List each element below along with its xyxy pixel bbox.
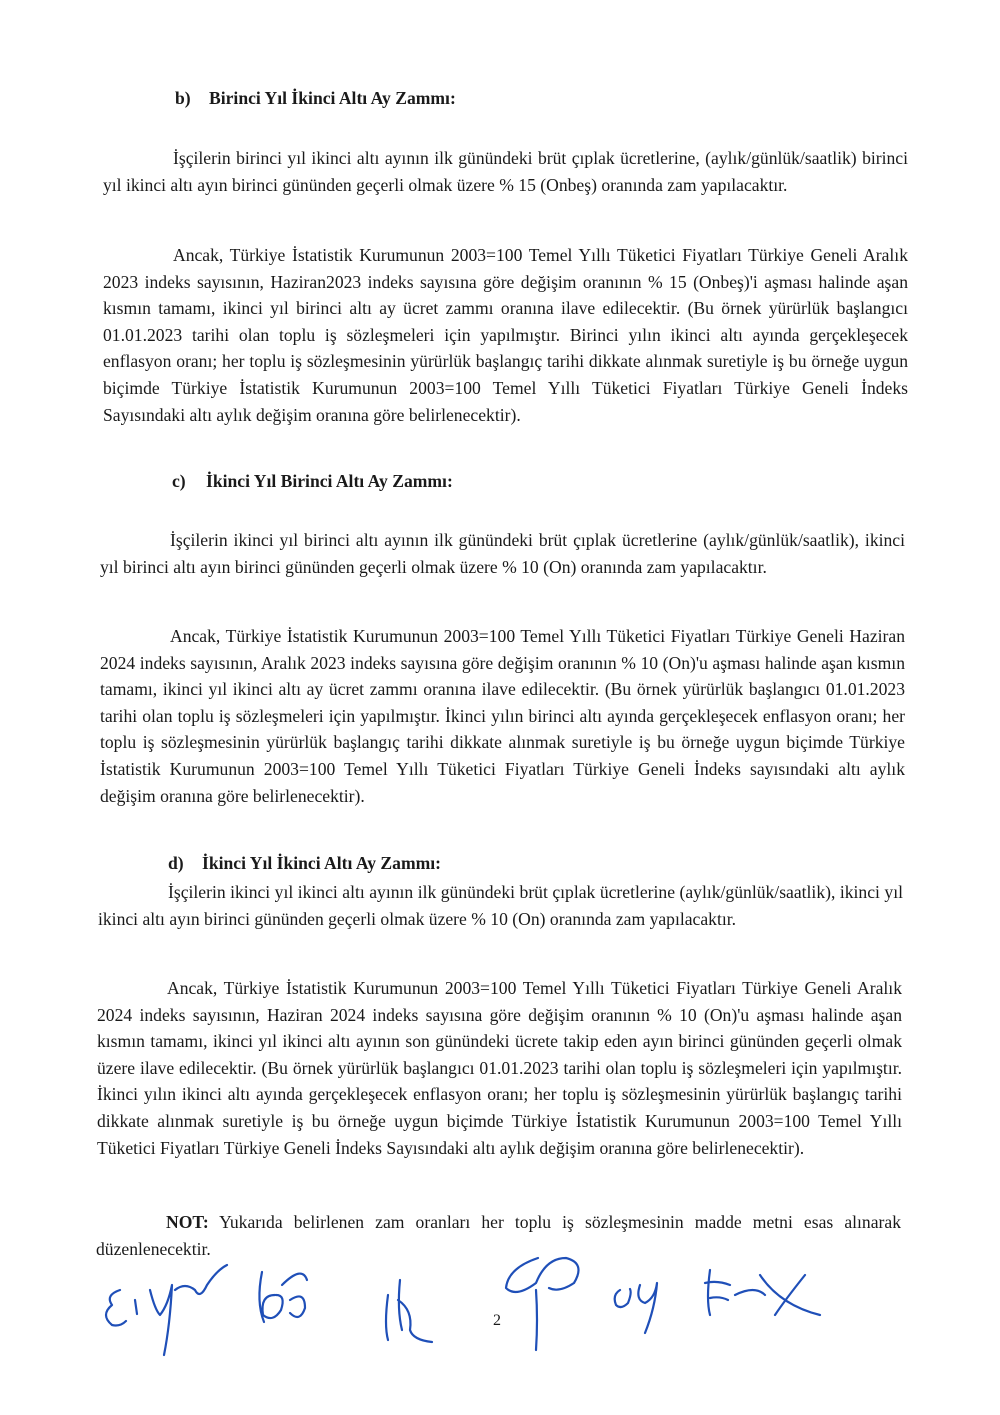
- signature-4: [506, 1258, 579, 1350]
- section-b-heading: b) Birinci Yıl İkinci Altı Ay Zammı:: [175, 88, 456, 108]
- note-paragraph: NOT: Yukarıda belirlenen zam oranları her toplu iş sözleşmesinin madde metni esas alınarak düzenlenecektir.: [96, 1212, 901, 1259]
- section-c-paragraph-1: İşçilerin ikinci yıl birinci altı ayının ilk günündeki brüt çıplak ücretlerine (aylık/günlük/saatlik), ikinci yıl birinci altı ayın birinci gününden geçerli olmak üzere % 10 (On) oranında zam yapılacaktır.: [100, 530, 905, 577]
- section-b-paragraph-2: Ancak, Türkiye İstatistik Kurumunun 2003=100 Temel Yıllı Tüketici Fiyatları Türkiye Geneli Aralık 2023 indeks sayısının, Haziran2023 indeks sayısına göre değişim oranının % 15 (Onbeş)'i aşması halinde aşan kısmın tamamı, ikinci yıl birinci altı ay ücret zammı oranına ilave edilecektir. (Bu örnek yürürlük başlangıcı 01.01.2023 tarihi olan toplu iş sözleşmeleri için yapılmıştır. Birinci yılın ikinci altı ayında gerçekleşecek enflasyon oranı; her toplu iş sözleşmesinin yürürlük başlangıç tarihi dikkate alınmak suretiyle iş bu örneğe uygun biçimde Türkiye İstatistik Kurumunun 2003=100 Temel Yıllı Tüketici Fiyatları Türkiye Geneli İndeks Sayısındaki altı aylık değişim oranına göre belirlenecektir).: [103, 245, 908, 425]
- signature-3: [386, 1280, 432, 1342]
- section-d-paragraph-1: İşçilerin ikinci yıl ikinci altı ayının ilk günündeki brüt çıplak ücretlerine (aylık/günlük/saatlik), ikinci yıl ikinci altı ayın birinci gününden geçerli olmak üzere % 10 (On) oranında zam yapılacaktır.: [98, 882, 903, 929]
- section-c-heading: c) İkinci Yıl Birinci Altı Ay Zammı:: [172, 471, 453, 491]
- signature-1: [106, 1265, 227, 1355]
- signature-5: [615, 1283, 657, 1333]
- signature-6: [705, 1270, 820, 1315]
- page-number: 2: [493, 1312, 501, 1329]
- section-d-heading: d) İkinci Yıl İkinci Altı Ay Zammı:: [168, 853, 442, 873]
- section-d-paragraph-2: Ancak, Türkiye İstatistik Kurumunun 2003=100 Temel Yıllı Tüketici Fiyatları Türkiye Geneli Aralık 2024 indeks sayısının, Haziran 2024 indeks sayısına göre değişim oranının % 10 (On)'u aşması halinde aşan kısmın tamamı, ikinci yıl ikinci altı ayının son günündeki ücrete takip eden ayın birinci gününden geçerli olmak üzere ilave edilecektir. (Bu örnek yürürlük başlangıcı 01.01.2023 tarihi olan toplu iş sözleşmeleri için yapılmıştır. İkinci yılın ikinci altı ayında gerçekleşecek enflasyon oranı; her toplu iş sözleşmesinin yürürlük başlangıç tarihi dikkate alınmak suretiyle iş bu örneğe uygun biçimde Türkiye İstatistik Kurumunun 2003=100 Temel Yıllı Tüketici Fiyatları Türkiye Geneli İndeks Sayısındaki altı aylık değişim oranına göre belirlenecektir).: [97, 978, 902, 1158]
- section-b-paragraph-1: İşçilerin birinci yıl ikinci altı ayının ilk günündeki brüt çıplak ücretlerine, (aylık/günlük/saatlik) birinci yıl ikinci altı ayın birinci gününden geçerli olmak üzere % 15 (Onbeş) oranında zam yapılacaktır.: [103, 148, 908, 195]
- signature-2: [259, 1272, 307, 1322]
- section-c-paragraph-2: Ancak, Türkiye İstatistik Kurumunun 2003=100 Temel Yıllı Tüketici Fiyatları Türkiye Geneli Haziran 2024 indeks sayısının, Aralık 2023 indeks sayısına göre değişim oranının % 10 (On)'u aşması halinde aşan kısmın tamamı, ikinci yıl ikinci altı ay ücret zammı oranına ilave edilecektir. (Bu örnek yürürlük başlangıcı 01.01.2023 tarihi olan toplu iş sözleşmeleri için yapılmıştır. İkinci yılın birinci altı ayında gerçekleşecek enflasyon oranı; her toplu iş sözleşmesinin yürürlük başlangıç tarihi dikkate alınmak suretiyle iş bu örneğe uygun biçimde Türkiye İstatistik Kurumunun 2003=100 Temel Yıllı Tüketici Fiyatları Türkiye Geneli İndeks sayısındaki altı aylık değişim oranına göre belirlenecektir).: [100, 626, 905, 806]
